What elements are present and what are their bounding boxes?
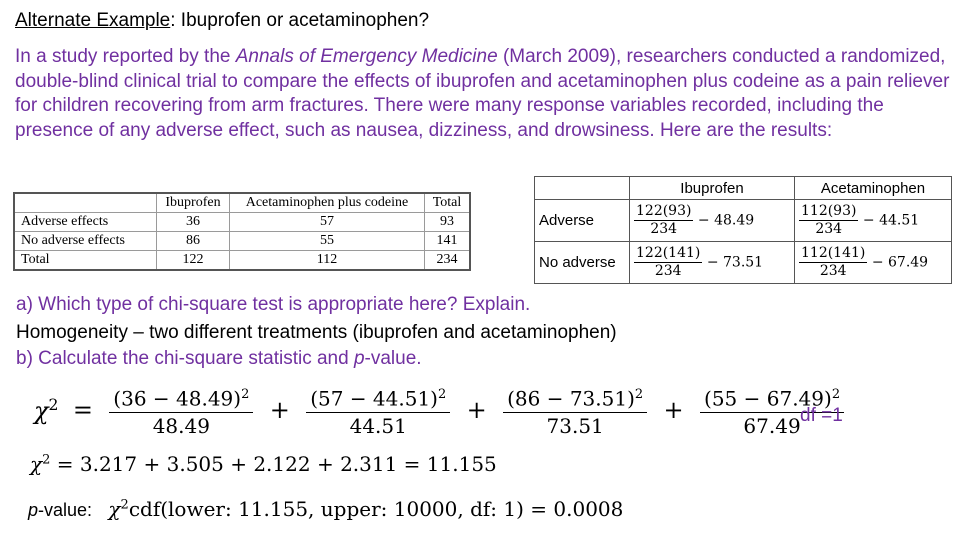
term-denominator: 48.49 <box>152 413 210 438</box>
term-fraction <box>503 382 647 439</box>
chi-exponent: 2 <box>42 452 51 468</box>
expected-header-cell: Ibuprofen <box>630 177 795 200</box>
expected-cell <box>630 200 795 242</box>
intro-journal: Annals of Emergency Medicine <box>235 46 498 67</box>
fraction <box>799 245 867 280</box>
term-numerator-text: (55 − 67.49) <box>704 386 832 411</box>
observed-header-cell <box>14 193 157 213</box>
question-a: a) Which type of chi-square test is appropriate here? Explain. <box>16 294 531 315</box>
expected-cell <box>795 200 952 242</box>
term-exponent: 2 <box>438 387 447 402</box>
expected-value: − 48.49 <box>697 212 755 229</box>
row-label: Adverse <box>535 200 630 242</box>
observed-table <box>13 192 471 271</box>
term-denominator: 73.51 <box>546 413 604 438</box>
chi-square-symbol <box>34 396 58 425</box>
expected-cell <box>630 242 795 284</box>
plus-sign: + <box>663 396 684 425</box>
term-exponent: 2 <box>634 387 644 402</box>
term-numerator-text: (86 − 73.51) <box>507 386 635 411</box>
degrees-of-freedom: df =1 <box>800 405 843 426</box>
table-cell: 93 <box>425 213 471 232</box>
table-cell: 234 <box>425 251 471 271</box>
chi-square-sum-text: = 3.217 + 3.505 + 2.122 + 2.311 = 11.155 <box>50 452 497 476</box>
question-b-pre: b) Calculate the chi-square statistic and <box>16 348 354 369</box>
p-value-label <box>28 500 92 520</box>
observed-header-cell: Total <box>425 193 471 213</box>
expected-header-row <box>535 177 952 200</box>
intro-paragraph <box>15 45 950 143</box>
expected-value: − 67.49 <box>871 254 929 271</box>
fraction-numerator: 122(141) <box>636 245 701 261</box>
term-exponent: 2 <box>831 387 841 402</box>
fraction-denominator: 234 <box>819 263 847 279</box>
term-numerator <box>503 382 647 413</box>
row-label: Adverse effects <box>14 213 157 232</box>
table-cell: 112 <box>230 251 425 271</box>
expected-value: − 44.51 <box>862 212 920 229</box>
chi-exponent: 2 <box>120 497 129 513</box>
p-letter: p <box>28 500 39 520</box>
fraction-denominator: 234 <box>650 221 678 237</box>
chi-letter: χ <box>30 452 43 476</box>
chi-letter: χ <box>34 396 49 425</box>
answer-a: Homogeneity – two different treatments (ibuprofen and acetaminophen) <box>16 322 617 343</box>
observed-header-row <box>14 193 470 213</box>
fraction <box>634 203 693 238</box>
plus-sign: + <box>466 396 487 425</box>
observed-header-cell: Ibuprofen <box>157 193 230 213</box>
fraction-denominator: 234 <box>815 221 843 237</box>
chi-square-sum <box>30 452 497 476</box>
table-row <box>14 251 470 271</box>
question-b-post: -value. <box>364 348 422 369</box>
term-numerator <box>109 382 253 413</box>
chi-square-equation <box>30 382 850 439</box>
table-cell: 122 <box>157 251 230 271</box>
table-row <box>535 200 952 242</box>
fraction <box>634 245 702 280</box>
term-numerator-text: (36 − 48.49) <box>113 386 242 411</box>
slide-heading <box>15 9 429 33</box>
expected-value: − 73.51 <box>706 254 764 271</box>
table-cell: 141 <box>425 232 471 251</box>
table-cell: 55 <box>230 232 425 251</box>
row-label: Total <box>14 251 157 271</box>
term-numerator <box>306 382 450 413</box>
question-b <box>16 346 422 372</box>
table-cell: 86 <box>157 232 230 251</box>
p-value-line <box>28 497 623 521</box>
question-b-italic: p <box>353 348 365 369</box>
term-fraction <box>109 382 253 439</box>
equals-sign: = <box>72 396 93 425</box>
term-fraction <box>306 382 450 439</box>
fraction-denominator: 234 <box>654 263 682 279</box>
p-value-expression: cdf(lower: 11.155, upper: 10000, df: 1) = 0.0008 <box>128 497 624 521</box>
fraction-numerator: 122(93) <box>636 203 692 219</box>
plus-sign: + <box>269 396 290 425</box>
fraction-numerator: 112(93) <box>801 203 857 219</box>
table-row <box>14 213 470 232</box>
row-label: No adverse effects <box>14 232 157 251</box>
chi-exponent: 2 <box>48 395 59 414</box>
expected-table <box>534 176 952 284</box>
fraction-numerator: 112(141) <box>801 245 866 261</box>
table-cell: 36 <box>157 213 230 232</box>
term-numerator-text: (57 − 44.51) <box>310 386 438 411</box>
heading-rest: : Ibuprofen or acetaminophen? <box>170 10 430 31</box>
heading-underlined: Alternate Example <box>15 10 171 31</box>
table-cell: 57 <box>230 213 425 232</box>
table-row <box>14 232 470 251</box>
term-denominator: 67.49 <box>743 413 801 438</box>
p-value-label-rest: -value: <box>38 500 93 520</box>
expected-cell <box>795 242 952 284</box>
fraction <box>799 203 858 238</box>
intro-part1: In a study reported by the <box>15 46 236 67</box>
chi-letter: χ <box>108 497 121 521</box>
expected-header-cell <box>535 177 630 200</box>
observed-header-cell: Acetaminophen plus codeine <box>230 193 425 213</box>
intro-part2: (March 2009), researchers conducted a randomized, double-blind clinical trial to compare the effects of ibuprofen and acetaminophen plus codeine as a pain reliever for children recovering from arm fractures. There were many response variables recorded, including the presence of any adverse effect, such as nausea, dizziness, and drowsiness. Here are the results: <box>15 46 950 141</box>
term-denominator: 44.51 <box>349 413 407 438</box>
row-label: No adverse <box>535 242 630 284</box>
table-row <box>535 242 952 284</box>
term-exponent: 2 <box>241 387 250 402</box>
expected-header-cell: Acetaminophen <box>795 177 952 200</box>
